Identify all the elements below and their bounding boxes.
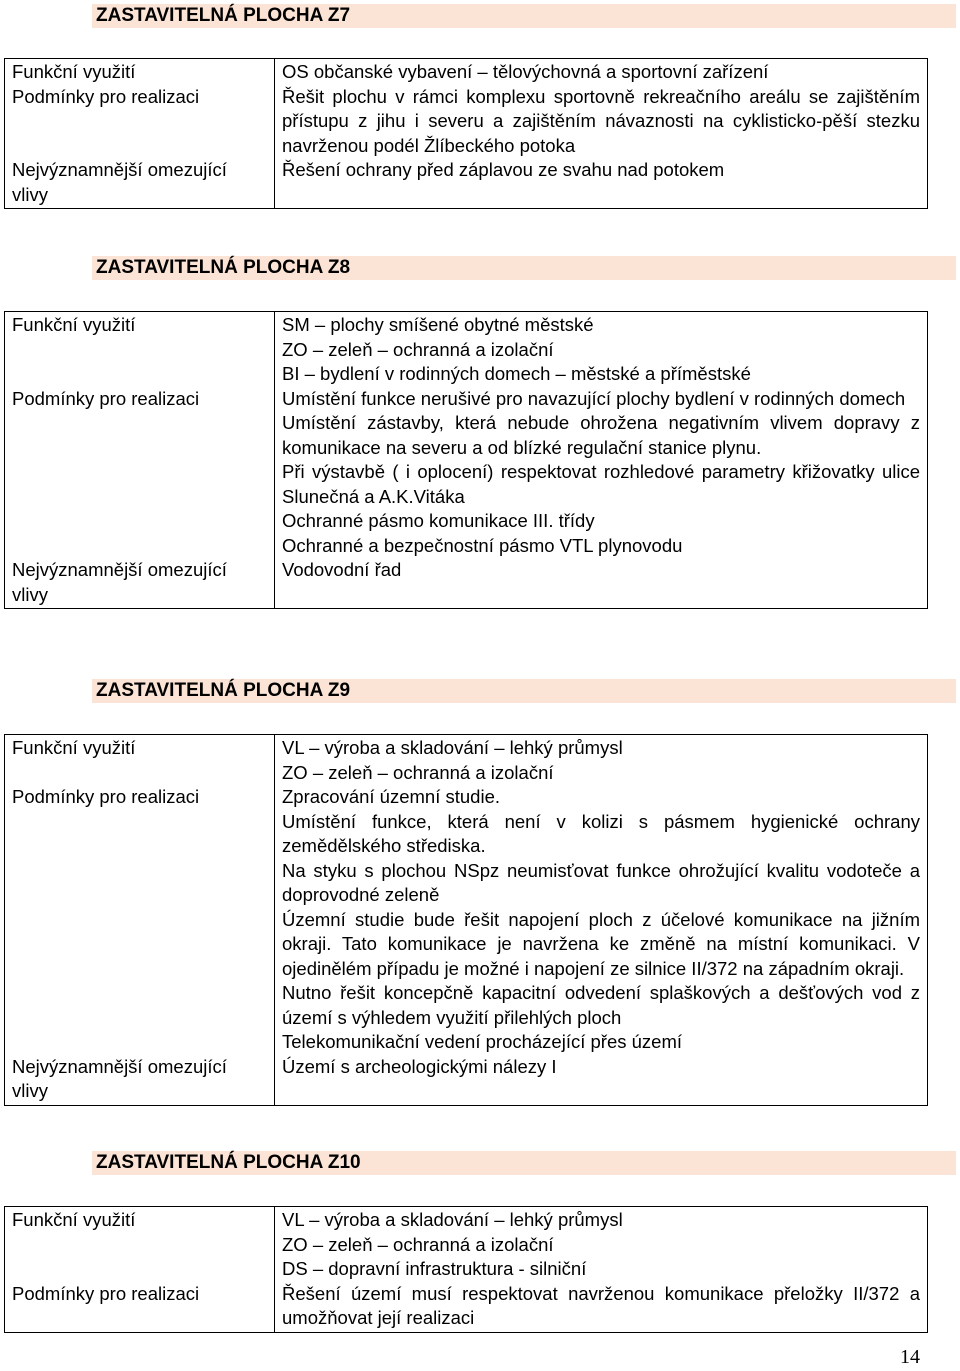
- value-line: VL – výroba a skladování – lehký průmysl: [282, 1209, 623, 1230]
- value-line: VL – výroba a skladování – lehký průmysl: [282, 737, 623, 758]
- value-line: Území s archeologickými nálezy I: [282, 1055, 557, 1077]
- value-line: Nutno řešit koncepčně kapacitní odvedení splaškových a dešťových vod z území s výhledem využití přilehlých ploch: [282, 982, 920, 1028]
- value-line: Řešení území musí respektovat navrženou komunikace přeložky II/372 a umožňovat její realizaci: [282, 1282, 920, 1328]
- section-table-z7: [4, 58, 928, 209]
- value-line: ZO – zeleň – ochranná a izolační: [282, 338, 554, 360]
- value-line: Na styku s plochou NSpz neumisťovat funkce ohrožující kvalitu vodoteče a doprovodné zeleně: [282, 859, 920, 905]
- label-conditions: Podmínky pro realizaci: [12, 786, 200, 807]
- label-functional-use: Funkční využití: [12, 314, 136, 335]
- label-conditions: Podmínky pro realizaci: [12, 387, 200, 409]
- label-column: [5, 735, 275, 1106]
- section-heading-z7: ZASTAVITELNÁ PLOCHA Z7: [92, 4, 956, 28]
- section-heading-z9: ZASTAVITELNÁ PLOCHA Z9: [92, 679, 956, 703]
- value-line: DS – dopravní infrastruktura - silniční: [282, 1258, 587, 1279]
- label-column: [5, 1207, 275, 1333]
- value-line: Řešit plochu v rámci komplexu sportovně rekreačního areálu se zajištěním přístupu z jihu i severu a zajištěním návaznosti na cyklisticko-pěší stezku navrženou podél Žlíbeckého potoka: [282, 85, 920, 156]
- label-constraints: Nejvýznamnější omezující vlivy: [12, 159, 227, 205]
- value-line: SM – plochy smíšené obytné městské: [282, 314, 594, 335]
- value-column: [275, 312, 928, 609]
- section-table-z10: [4, 1206, 928, 1333]
- label-conditions: Podmínky pro realizaci: [12, 85, 200, 107]
- section-table-z9: [4, 734, 928, 1106]
- value-line: Územní studie bude řešit napojení ploch z účelové komunikace na jižním okraji. Tato komunikace je navržena ke změně na místní komunikaci. V ojedinělém případu je možné i napojení ze silnice II/372 na západním okraji.: [282, 908, 920, 979]
- value-line: Umístění funkce, která není v kolizi s pásmem hygienické ochrany zemědělského střediska.: [282, 810, 920, 856]
- section-table-z8: [4, 311, 928, 609]
- label-functional-use: Funkční využití: [12, 1209, 136, 1230]
- value-line: Ochranné a bezpečnostní pásmo VTL plynovodu: [282, 534, 683, 556]
- label-constraints: Nejvýznamnější omezující vlivy: [12, 559, 227, 605]
- label-functional-use: Funkční využití: [12, 737, 136, 758]
- label-functional-use: Funkční využití: [12, 61, 136, 82]
- section-heading-z8: ZASTAVITELNÁ PLOCHA Z8: [92, 256, 956, 280]
- value-line: Při výstavbě ( i oplocení) respektovat rozhledové parametry křižovatky ulice Slunečná a A.K.Vitáka: [282, 461, 920, 507]
- value-line: Telekomunikační vedení procházející přes území: [282, 1031, 683, 1052]
- value-line: Vodovodní řad: [282, 559, 402, 580]
- label-column: [5, 59, 275, 209]
- value-column: [275, 1207, 928, 1333]
- value-line: BI – bydlení v rodinných domech – městské a příměstské: [282, 363, 751, 384]
- value-line: ZO – zeleň – ochranná a izolační: [282, 761, 554, 783]
- value-line: Ochranné pásmo komunikace III. třídy: [282, 510, 595, 531]
- section-heading-z10: ZASTAVITELNÁ PLOCHA Z10: [92, 1151, 956, 1175]
- label-constraints: Nejvýznamnější omezující vlivy: [12, 1055, 227, 1101]
- label-conditions: Podmínky pro realizaci: [12, 1282, 200, 1304]
- value-line: Zpracování územní studie.: [282, 786, 500, 807]
- value-column: [275, 59, 928, 209]
- value-line: OS občanské vybavení – tělovýchovná a sportovní zařízení: [282, 61, 769, 82]
- page-number: 14: [900, 1346, 920, 1368]
- value-line: ZO – zeleň – ochranná a izolační: [282, 1233, 554, 1255]
- value-column: [275, 735, 928, 1106]
- value-line: Umístění funkce nerušivé pro navazující plochy bydlení v rodinných domech: [282, 387, 906, 409]
- label-column: [5, 312, 275, 609]
- value-line: Řešení ochrany před záplavou ze svahu nad potokem: [282, 159, 725, 180]
- spacer: [282, 183, 920, 208]
- value-line: Umístění zástavby, která nebude ohrožena negativním vlivem dopravy z komunikace na severu a od blízké regulační stanice plynu.: [282, 412, 920, 458]
